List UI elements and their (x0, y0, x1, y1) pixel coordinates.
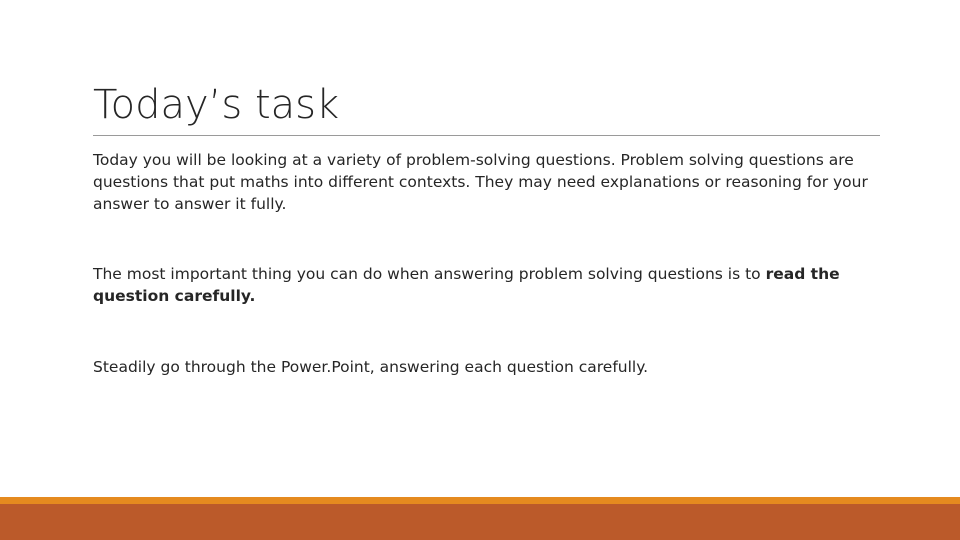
intro-paragraph: Today you will be looking at a variety of problem-solving questions. Problem solving questions are questions that put maths into different contexts. They may need explanations or reasoning for your answer to answer it fully. (93, 151, 868, 213)
title-divider (93, 135, 880, 136)
instruction-text: The most important thing you can do when answering problem solving questions is to (93, 265, 766, 283)
footer-accent-strip (0, 497, 960, 504)
slide-title: Today’s task (93, 82, 340, 128)
closing-paragraph: Steadily go through the Power.Point, answering each question carefully. (93, 358, 649, 376)
instruction-emphasis: read the question carefully. (93, 265, 840, 305)
instruction-paragraph (93, 263, 873, 307)
footer-band (0, 504, 960, 540)
